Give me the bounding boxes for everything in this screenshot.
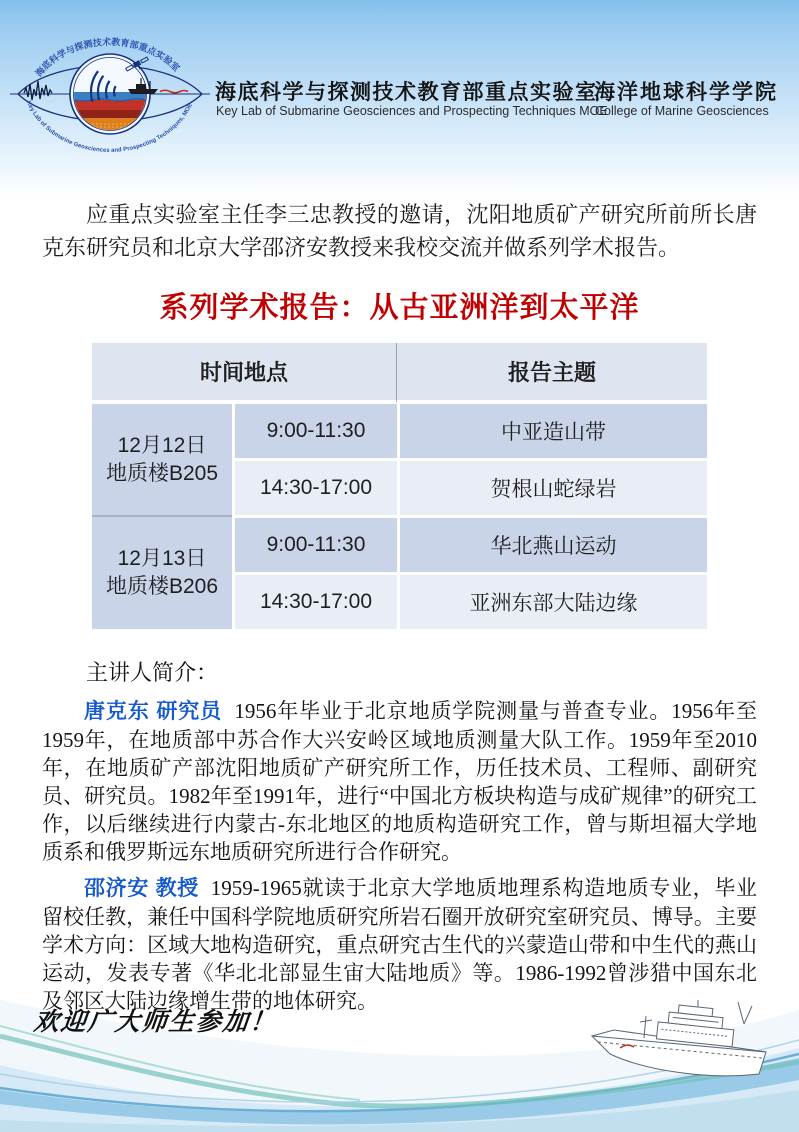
- vessel-hull: [592, 1036, 766, 1076]
- session-topic-cell: 中亚造山带: [397, 404, 707, 458]
- table-row: [92, 404, 707, 458]
- date-location-cell: [92, 515, 232, 629]
- col-header-time-location: 时间地点: [92, 343, 397, 404]
- date-label: 12月12日: [117, 433, 207, 457]
- session-time-cell: 9:00-11:30: [232, 515, 397, 572]
- session-time-cell: 14:30-17:00: [232, 572, 397, 629]
- lab-name-en: Key Lab of Submarine Geosciences and Prospecting Techniques MOE: [216, 104, 608, 118]
- intro-paragraph: 应重点实验室主任李三忠教授的邀请，沈阳地质矿产研究所前所长唐克东研究员和北京大学邵济安教授来我校交流并做系列学术报告。: [42, 202, 757, 260]
- table-header-row: [92, 343, 707, 404]
- speaker-title: 教授: [155, 877, 199, 900]
- seismic-waveform-icon: [24, 81, 52, 100]
- speaker-bio: 1956年毕业于北京地质学院测量与普查专业。1956年至1959年，在地质部中苏合作大兴安岭区域地质测量大队工作。1959年至2010年，在地质矿产部沈阳地质矿产研究所工作，历任技术员、工程师、副研究员、研究员。1982年至1991年，进行“中国北方板块构造与成矿规律”的研究工作，以后继续进行内蒙古-东北地区的地质构造研究工作，曾与斯坦福大学地质系和俄罗斯远东地质研究所进行合作研究。: [42, 699, 758, 864]
- speaker-paragraph: [42, 697, 757, 866]
- closing-note: 欢迎广大师生参加！: [32, 1009, 279, 1036]
- logo-arc-bottom-text: Key Lab of Submarine Geosciences and Prospecting Techniques, MOE: [24, 100, 194, 154]
- speaker-name: 邵济安: [84, 877, 150, 900]
- main-content: [42, 190, 757, 1015]
- session-time-cell: 14:30-17:00: [232, 458, 397, 515]
- speaker-name: 唐克东: [84, 700, 150, 723]
- speakers-heading: 主讲人简介：: [86, 660, 219, 685]
- col-header-topic: 报告主题: [397, 343, 707, 404]
- speaker-paragraph: [42, 874, 757, 1015]
- date-location-cell: [92, 404, 232, 515]
- lab-logo-graphic: [10, 28, 210, 160]
- lab-name-cn: 海底科学与探测技术教育部重点实验室: [215, 80, 598, 104]
- session-topic-cell: 贺根山蛇绿岩: [397, 458, 707, 515]
- logo-arc-top-text: 海底科学与探测技术教育部重点实验室: [33, 36, 182, 79]
- college-name-cn: 海洋地球科学学院: [594, 80, 778, 104]
- speaker-title: 研究员: [156, 700, 223, 723]
- session-topic-cell: 华北燕山运动: [397, 515, 707, 572]
- banner: [0, 0, 799, 196]
- red-wake-mark: [160, 90, 188, 93]
- college-name-en: College of Marine Geosciences: [595, 104, 769, 118]
- location-label: 地质楼B205: [105, 461, 218, 485]
- date-label: 12月13日: [117, 547, 207, 570]
- session-time-cell: 9:00-11:30: [232, 404, 397, 458]
- research-vessel-icon: [586, 1000, 796, 1100]
- series-title: 系列学术报告：从古亚洲洋到太平洋: [159, 292, 640, 324]
- schedule-table: [92, 343, 707, 629]
- lab-logo: [10, 28, 210, 160]
- location-label: 地质楼B206: [105, 575, 218, 598]
- table-row: [92, 515, 707, 572]
- speaker-bio: 1959-1965就读于北京大学地质地理系构造地质专业，毕业留校任教，兼任中国科学院地质研究所岩石圈开放研究室研究员、博导。主要学术方向：区域大地构造研究，重点研究古生代的兴蒙造山带和中生代的燕山运动，发表专著《华北北部显生宙大陆地质》等。1986-1992曾涉猎中国东北及邻区大陆边缘增生带的地体研究。: [42, 876, 758, 1013]
- session-topic-cell: 亚洲东部大陆边缘: [397, 572, 707, 629]
